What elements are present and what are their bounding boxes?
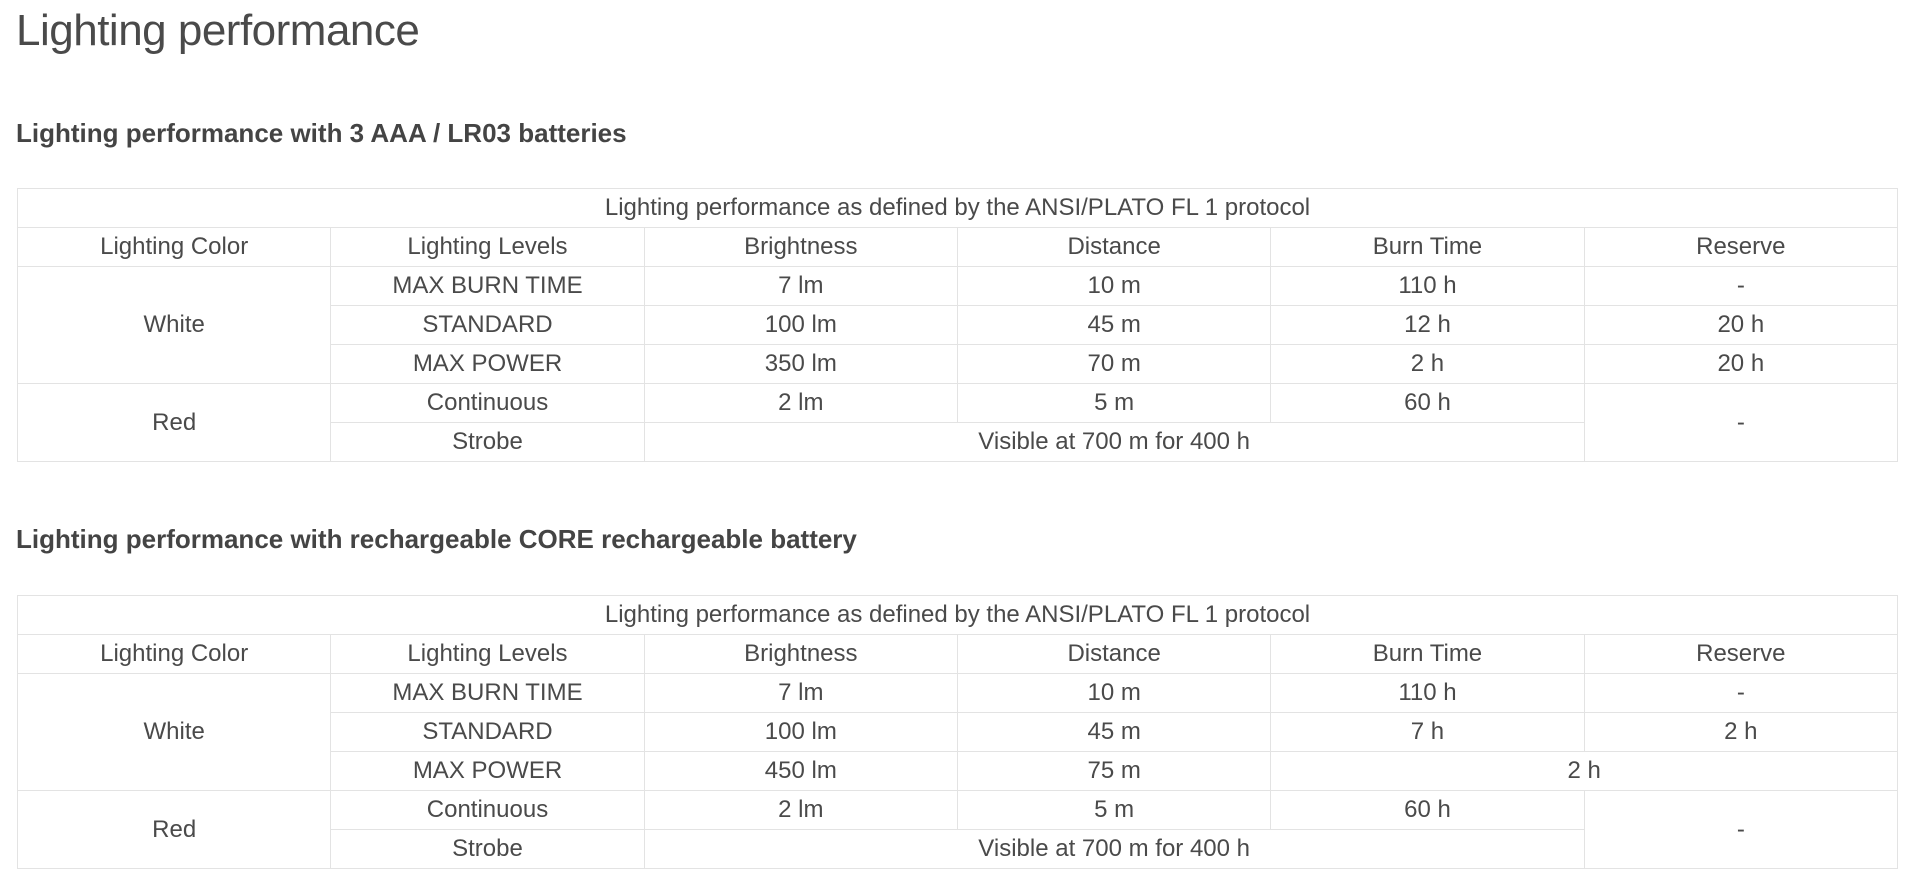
color-cell-red: Red (18, 791, 331, 869)
level-cell-strobe: Strobe (331, 423, 644, 462)
burn-time-cell: 7 h (1271, 713, 1584, 752)
header-lighting-color: Lighting Color (18, 228, 331, 267)
header-brightness: Brightness (644, 635, 957, 674)
level-cell: MAX BURN TIME (331, 674, 644, 713)
color-cell-white: White (18, 267, 331, 384)
distance-cell: 75 m (957, 752, 1270, 791)
brightness-cell: 2 lm (644, 384, 957, 423)
burn-time-cell: 110 h (1271, 267, 1584, 306)
reserve-cell-red: - (1584, 791, 1897, 869)
brightness-cell: 350 lm (644, 345, 957, 384)
strobe-visibility-cell: Visible at 700 m for 400 h (644, 423, 1584, 462)
brightness-cell: 7 lm (644, 674, 957, 713)
reserve-cell: 2 h (1584, 713, 1897, 752)
header-reserve: Reserve (1584, 228, 1897, 267)
table-row (18, 267, 1898, 306)
table-caption: Lighting performance as defined by the ANSI/PLATO FL 1 protocol (18, 596, 1898, 635)
brightness-cell: 100 lm (644, 306, 957, 345)
brightness-cell: 2 lm (644, 791, 957, 830)
level-cell: MAX BURN TIME (331, 267, 644, 306)
reserve-cell: - (1584, 267, 1897, 306)
performance-table-core (17, 595, 1898, 869)
distance-cell: 10 m (957, 267, 1270, 306)
header-burn-time: Burn Time (1271, 635, 1584, 674)
distance-cell: 10 m (957, 674, 1270, 713)
strobe-visibility-cell: Visible at 700 m for 400 h (644, 830, 1584, 869)
section-title-aaa-batteries: Lighting performance with 3 AAA / LR03 batteries (16, 118, 627, 148)
burn-time-cell: 2 h (1271, 345, 1584, 384)
table-row (18, 791, 1898, 830)
page-title: Lighting performance (16, 6, 420, 55)
level-cell: Continuous (331, 791, 644, 830)
reserve-cell: 20 h (1584, 345, 1897, 384)
distance-cell: 70 m (957, 345, 1270, 384)
level-cell: STANDARD (331, 306, 644, 345)
header-lighting-color: Lighting Color (18, 635, 331, 674)
reserve-cell-red: - (1584, 384, 1897, 462)
header-distance: Distance (957, 228, 1270, 267)
level-cell: Continuous (331, 384, 644, 423)
burn-time-reserve-cell: 2 h (1271, 752, 1898, 791)
level-cell: MAX POWER (331, 345, 644, 384)
table-caption: Lighting performance as defined by the ANSI/PLATO FL 1 protocol (18, 189, 1898, 228)
distance-cell: 45 m (957, 306, 1270, 345)
burn-time-cell: 60 h (1271, 791, 1584, 830)
reserve-cell: - (1584, 674, 1897, 713)
table-header-row (18, 228, 1898, 267)
header-distance: Distance (957, 635, 1270, 674)
table-caption-row (18, 189, 1898, 228)
distance-cell: 5 m (957, 791, 1270, 830)
level-cell: STANDARD (331, 713, 644, 752)
level-cell-strobe: Strobe (331, 830, 644, 869)
reserve-cell: 20 h (1584, 306, 1897, 345)
header-brightness: Brightness (644, 228, 957, 267)
header-lighting-levels: Lighting Levels (331, 635, 644, 674)
table-header-row (18, 635, 1898, 674)
brightness-cell: 100 lm (644, 713, 957, 752)
burn-time-cell: 60 h (1271, 384, 1584, 423)
table-caption-row (18, 596, 1898, 635)
level-cell: MAX POWER (331, 752, 644, 791)
table-row (18, 384, 1898, 423)
header-reserve: Reserve (1584, 635, 1897, 674)
header-lighting-levels: Lighting Levels (331, 228, 644, 267)
burn-time-cell: 110 h (1271, 674, 1584, 713)
brightness-cell: 7 lm (644, 267, 957, 306)
distance-cell: 45 m (957, 713, 1270, 752)
distance-cell: 5 m (957, 384, 1270, 423)
header-burn-time: Burn Time (1271, 228, 1584, 267)
color-cell-red: Red (18, 384, 331, 462)
table-row (18, 674, 1898, 713)
burn-time-cell: 12 h (1271, 306, 1584, 345)
color-cell-white: White (18, 674, 331, 791)
section-title-core-battery: Lighting performance with rechargeable CORE rechargeable battery (16, 524, 857, 554)
performance-table-aaa (17, 188, 1898, 462)
brightness-cell: 450 lm (644, 752, 957, 791)
